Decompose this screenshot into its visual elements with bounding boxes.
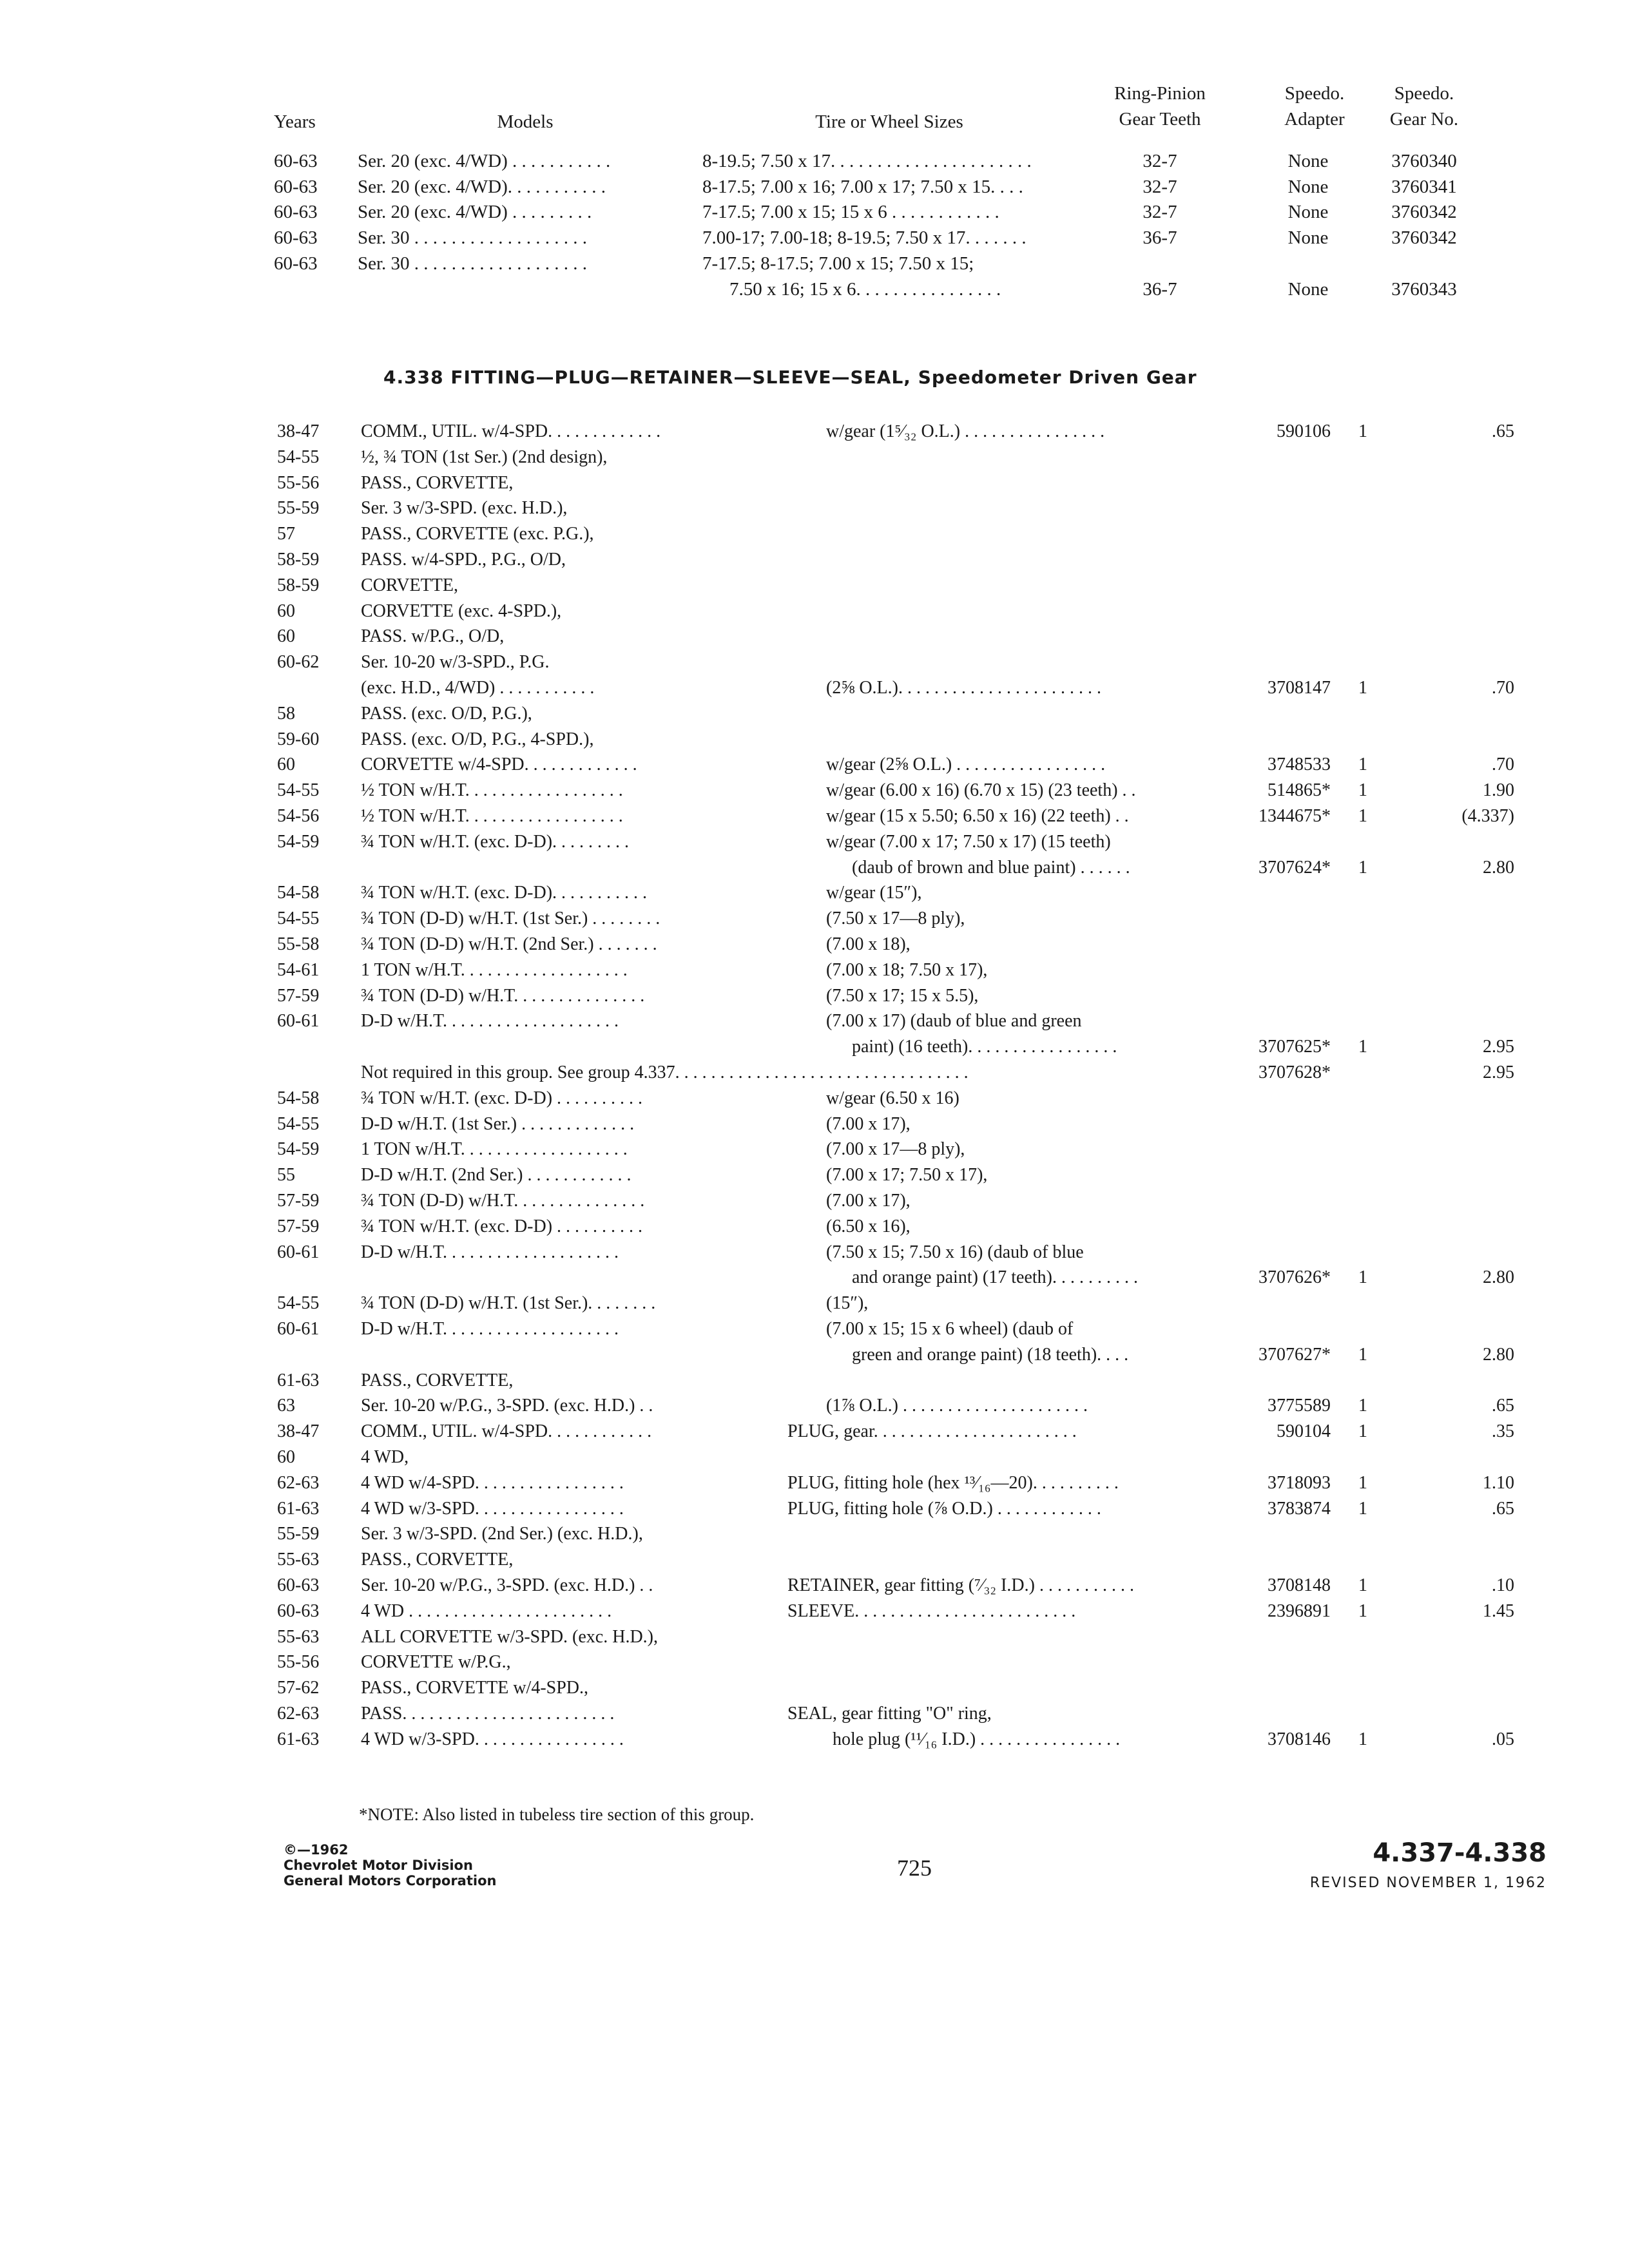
header-adapter-line1: Speedo. <box>1284 83 1345 104</box>
speedo-tire-sizes-cont: 7.50 x 16; 15 x 6. . . . . . . . . . . . . . . . <box>729 279 1001 300</box>
part-year: 63 <box>277 1396 295 1416</box>
part-model: 1 TON w/H.T. . . . . . . . . . . . . . . . . . . <box>361 1139 628 1159</box>
part-model: Ser. 3 w/3-SPD. (exc. H.D.), <box>361 498 568 518</box>
part-model: ¾ TON (D-D) w/H.T. . . . . . . . . . . . . . . <box>361 986 645 1006</box>
part-model: CORVETTE, <box>361 575 458 595</box>
part-description: SEAL, gear fitting "O" ring, <box>787 1704 992 1724</box>
part-model: D-D w/H.T. . . . . . . . . . . . . . . . . . . . <box>361 1011 619 1031</box>
part-model: PASS., CORVETTE (exc. P.G.), <box>361 524 594 544</box>
part-year: 61-63 <box>277 1499 320 1519</box>
part-description: (2⅝ O.L.). . . . . . . . . . . . . . . . . . . . . . . <box>826 678 1101 698</box>
part-year: 60 <box>277 626 295 646</box>
part-description: (7.00 x 17—8 ply), <box>826 1139 965 1159</box>
part-year: 58-59 <box>277 575 320 595</box>
part-description: (7.50 x 15; 7.50 x 16) (daub of blue <box>826 1242 1084 1262</box>
part-model: Ser. 10-20 w/P.G., 3-SPD. (exc. H.D.) . . <box>361 1575 653 1595</box>
speedo-model: Ser. 20 (exc. 4/WD) . . . . . . . . . <box>358 202 592 222</box>
part-quantity: 1 <box>1358 1345 1367 1365</box>
part-year: 54-58 <box>277 1088 320 1108</box>
part-quantity: 1 <box>1358 1037 1367 1057</box>
part-description: w/gear (15 x 5.50; 6.50 x 16) (22 teeth) . . <box>826 806 1129 826</box>
part-model: CORVETTE w/P.G., <box>361 1652 511 1672</box>
part-year: 54-58 <box>277 883 320 903</box>
part-price: (4.337) <box>1461 806 1514 826</box>
part-description: and orange paint) (17 teeth). . . . . . . . . . <box>852 1267 1138 1287</box>
speedo-gear-teeth: 36-7 <box>1142 227 1177 248</box>
part-number: 3707624* <box>1258 858 1331 878</box>
part-quantity: 1 <box>1358 421 1367 441</box>
part-model: ALL CORVETTE w/3-SPD. (exc. H.D.), <box>361 1627 658 1647</box>
part-year: 62-63 <box>277 1704 320 1724</box>
part-price: .65 <box>1492 1499 1514 1519</box>
footer-corporation: General Motors Corporation <box>284 1873 497 1888</box>
section-title: 4.338 FITTING—PLUG—RETAINER—SLEEVE—SEAL, Speedometer Driven Gear <box>383 367 1197 388</box>
part-number: 590104 <box>1277 1421 1331 1441</box>
part-quantity: 1 <box>1358 858 1367 878</box>
speedo-gear-number: 3760341 <box>1391 177 1457 197</box>
part-year: 60-63 <box>277 1601 320 1621</box>
speedo-model: Ser. 20 (exc. 4/WD) . . . . . . . . . . . <box>358 151 611 171</box>
part-number: 3775589 <box>1268 1396 1331 1416</box>
part-quantity: 1 <box>1358 1499 1367 1519</box>
speedo-gear-number: 3760340 <box>1391 151 1457 171</box>
part-number: 3748533 <box>1268 754 1331 774</box>
part-year: 54-55 <box>277 780 320 800</box>
part-year: 58 <box>277 704 295 724</box>
part-year: 55-58 <box>277 934 320 954</box>
part-year: 60-61 <box>277 1319 320 1339</box>
part-quantity: 1 <box>1358 1267 1367 1287</box>
speedo-adapter: None <box>1287 227 1329 248</box>
revised-date: REVISED NOVEMBER 1, 1962 <box>1309 1875 1547 1891</box>
speedo-year: 60-63 <box>274 227 318 248</box>
part-model: ½, ¾ TON (1st Ser.) (2nd design), <box>361 447 608 467</box>
speedo-model: Ser. 30 . . . . . . . . . . . . . . . . . . . <box>358 253 588 274</box>
part-model: ¾ TON (D-D) w/H.T. (1st Ser.) . . . . . . . . <box>361 908 660 928</box>
part-model: Not required in this group. See group 4.337. . . . . . . . . . . . . . . . . . . . . . . . . . . . . . . . . <box>361 1062 969 1082</box>
part-quantity: 1 <box>1358 1729 1367 1749</box>
part-price: 2.95 <box>1483 1062 1514 1082</box>
header-gear-no-line2: Gear No. <box>1389 109 1459 130</box>
footer-copyright: ©—1962 <box>284 1842 349 1858</box>
part-quantity: 1 <box>1358 1601 1367 1621</box>
part-description: (7.50 x 17—8 ply), <box>826 908 965 928</box>
speedo-tire-sizes: 7.00-17; 7.00-18; 8-19.5; 7.50 x 17. . . . . . . <box>702 227 1027 248</box>
part-number: 3707628* <box>1258 1062 1331 1082</box>
part-description: PLUG, fitting hole (hex ¹³⁄₁₆—20). . . . . . . . . . <box>787 1473 1119 1493</box>
part-year: 55-59 <box>277 1524 320 1544</box>
part-number: 3708148 <box>1268 1575 1331 1595</box>
part-model: ¾ TON (D-D) w/H.T. . . . . . . . . . . . . . . <box>361 1191 645 1211</box>
part-number: 590106 <box>1277 421 1331 441</box>
part-number: 2396891 <box>1268 1601 1331 1621</box>
part-quantity: 1 <box>1358 1575 1367 1595</box>
speedo-gear-number: 3760343 <box>1391 279 1457 300</box>
part-price: .65 <box>1492 421 1514 441</box>
header-tire-sizes: Tire or Wheel Sizes <box>815 111 963 132</box>
part-model: PASS. (exc. O/D, P.G., 4-SPD.), <box>361 729 594 749</box>
part-year: 54-55 <box>277 1293 320 1313</box>
part-year: 55 <box>277 1165 295 1185</box>
part-number: 1344675* <box>1258 806 1331 826</box>
part-description: w/gear (6.00 x 16) (6.70 x 15) (23 teeth) . . <box>826 780 1136 800</box>
part-year: 60-61 <box>277 1242 320 1262</box>
speedo-tire-sizes: 7-17.5; 7.00 x 15; 15 x 6 . . . . . . . . . . . . <box>702 202 999 222</box>
part-price: 1.45 <box>1483 1601 1514 1621</box>
part-quantity: 1 <box>1358 806 1367 826</box>
part-description: SLEEVE. . . . . . . . . . . . . . . . . . . . . . . . . <box>787 1601 1076 1621</box>
part-price: 2.80 <box>1483 1345 1514 1365</box>
part-model: 4 WD . . . . . . . . . . . . . . . . . . . . . . . <box>361 1601 612 1621</box>
footer-division: Chevrolet Motor Division <box>284 1858 473 1873</box>
part-model: D-D w/H.T. . . . . . . . . . . . . . . . . . . . <box>361 1242 619 1262</box>
header-gear-teeth-line2: Gear Teeth <box>1119 109 1201 130</box>
part-description: (7.50 x 17; 15 x 5.5), <box>826 986 979 1006</box>
part-model: CORVETTE w/4-SPD. . . . . . . . . . . . . <box>361 754 637 774</box>
part-year: 54-56 <box>277 806 320 826</box>
part-quantity: 1 <box>1358 754 1367 774</box>
part-description: w/gear (1⁵⁄₃₂ O.L.) . . . . . . . . . . . . . . . . <box>826 421 1105 441</box>
part-description: (7.00 x 17), <box>826 1191 911 1211</box>
part-model: PASS. w/P.G., O/D, <box>361 626 505 646</box>
part-model: D-D w/H.T. (1st Ser.) . . . . . . . . . . . . . <box>361 1114 635 1134</box>
part-model: 4 WD w/3-SPD. . . . . . . . . . . . . . . . . <box>361 1499 624 1519</box>
part-model: ¾ TON (D-D) w/H.T. (2nd Ser.) . . . . . . . <box>361 934 657 954</box>
speedo-gear-teeth: 32-7 <box>1142 202 1177 222</box>
part-price: 2.80 <box>1483 858 1514 878</box>
part-year: 57 <box>277 524 295 544</box>
part-year: 59-60 <box>277 729 320 749</box>
part-description: (daub of brown and blue paint) . . . . . . <box>852 858 1130 878</box>
part-year: 54-55 <box>277 1114 320 1134</box>
part-model: 4 WD w/4-SPD. . . . . . . . . . . . . . . . . <box>361 1473 624 1493</box>
part-price: 1.10 <box>1483 1473 1514 1493</box>
part-price: .65 <box>1492 1396 1514 1416</box>
part-description: green and orange paint) (18 teeth). . . . <box>852 1345 1129 1365</box>
part-description: (7.00 x 15; 15 x 6 wheel) (daub of <box>826 1319 1074 1339</box>
part-number: 3708147 <box>1268 678 1331 698</box>
part-model: PASS. (exc. O/D, P.G.), <box>361 704 532 724</box>
part-model: COMM., UTIL. w/4-SPD. . . . . . . . . . . . . <box>361 421 661 441</box>
part-year: 60-62 <box>277 652 320 672</box>
part-description: (7.00 x 18; 7.50 x 17), <box>826 960 988 980</box>
part-number: 3783874 <box>1268 1499 1331 1519</box>
part-year: 57-59 <box>277 1191 320 1211</box>
part-model: (exc. H.D., 4/WD) . . . . . . . . . . . <box>361 678 595 698</box>
part-number: 3707625* <box>1258 1037 1331 1057</box>
part-year: 57-59 <box>277 1216 320 1236</box>
part-price: .70 <box>1492 754 1514 774</box>
part-description: PLUG, fitting hole (⅞ O.D.) . . . . . . . . . . . . <box>787 1499 1101 1519</box>
part-quantity: 1 <box>1358 1396 1367 1416</box>
part-model: CORVETTE (exc. 4-SPD.), <box>361 601 562 621</box>
speedo-year: 60-63 <box>274 253 318 274</box>
part-year: 54-55 <box>277 908 320 928</box>
speedo-adapter: None <box>1287 202 1329 222</box>
header-gear-no-line1: Speedo. <box>1394 83 1454 104</box>
part-year: 54-59 <box>277 1139 320 1159</box>
part-description: (7.00 x 17), <box>826 1114 911 1134</box>
page-number: 725 <box>897 1855 932 1881</box>
part-year: 38-47 <box>277 1421 320 1441</box>
speedo-gear-teeth: 32-7 <box>1142 177 1177 197</box>
speedo-gear-teeth: 36-7 <box>1142 279 1177 300</box>
part-year: 57-59 <box>277 986 320 1006</box>
part-model: PASS. w/4-SPD., P.G., O/D, <box>361 550 566 570</box>
part-description: w/gear (15″), <box>826 883 922 903</box>
part-description: paint) (16 teeth). . . . . . . . . . . . . . . . . <box>852 1037 1117 1057</box>
header-adapter-line2: Adapter <box>1284 109 1345 130</box>
part-number: 3707627* <box>1258 1345 1331 1365</box>
part-model: 4 WD, <box>361 1447 409 1467</box>
part-number: 3718093 <box>1268 1473 1331 1493</box>
header-years: Years <box>274 111 316 132</box>
part-description: (15″), <box>826 1293 869 1313</box>
part-year: 61-63 <box>277 1729 320 1749</box>
part-price: .70 <box>1492 678 1514 698</box>
part-year: 60 <box>277 754 295 774</box>
speedo-tire-sizes: 8-19.5; 7.50 x 17. . . . . . . . . . . . . . . . . . . . . . <box>702 151 1032 171</box>
part-year: 55-63 <box>277 1627 320 1647</box>
speedo-adapter: None <box>1287 279 1329 300</box>
header-gear-teeth-line1: Ring-Pinion <box>1114 83 1206 104</box>
part-price: 2.80 <box>1483 1267 1514 1287</box>
speedo-model: Ser. 30 . . . . . . . . . . . . . . . . . . . <box>358 227 588 248</box>
part-model: ¾ TON w/H.T. (exc. D-D). . . . . . . . . <box>361 832 630 852</box>
part-model: ¾ TON w/H.T. (exc. D-D) . . . . . . . . . . <box>361 1216 643 1236</box>
part-price: .05 <box>1492 1729 1514 1749</box>
speedo-tire-sizes: 7-17.5; 8-17.5; 7.00 x 15; 7.50 x 15; <box>702 253 974 274</box>
part-description: (7.00 x 18), <box>826 934 911 954</box>
part-model: ¾ TON (D-D) w/H.T. (1st Ser.). . . . . . . . <box>361 1293 656 1313</box>
part-quantity: 1 <box>1358 1421 1367 1441</box>
part-description: PLUG, gear. . . . . . . . . . . . . . . . . . . . . . . <box>787 1421 1077 1441</box>
part-description: (7.00 x 17; 7.50 x 17), <box>826 1165 988 1185</box>
speedo-year: 60-63 <box>274 202 318 222</box>
speedo-adapter: None <box>1287 177 1329 197</box>
part-year: 55-56 <box>277 473 320 493</box>
part-year: 54-55 <box>277 447 320 467</box>
part-description: w/gear (7.00 x 17; 7.50 x 17) (15 teeth) <box>826 832 1111 852</box>
part-model: D-D w/H.T. . . . . . . . . . . . . . . . . . . . <box>361 1319 619 1339</box>
part-model: COMM., UTIL. w/4-SPD. . . . . . . . . . . . <box>361 1421 652 1441</box>
part-description: RETAINER, gear fitting (⁷⁄₃₂ I.D.) . . . . . . . . . . . <box>787 1575 1134 1595</box>
speedo-adapter: None <box>1287 151 1329 171</box>
part-price: .10 <box>1492 1575 1514 1595</box>
part-year: 54-61 <box>277 960 320 980</box>
part-description: (7.00 x 17) (daub of blue and green <box>826 1011 1082 1031</box>
header-models: Models <box>497 111 554 132</box>
part-description: w/gear (6.50 x 16) <box>826 1088 959 1108</box>
part-year: 62-63 <box>277 1473 320 1493</box>
part-price: .35 <box>1492 1421 1514 1441</box>
part-model: PASS., CORVETTE w/4-SPD., <box>361 1678 589 1698</box>
part-number: 3707626* <box>1258 1267 1331 1287</box>
speedo-gear-number: 3760342 <box>1391 227 1457 248</box>
part-year: 55-59 <box>277 498 320 518</box>
part-model: ¾ TON w/H.T. (exc. D-D). . . . . . . . . . . <box>361 883 648 903</box>
part-model: ½ TON w/H.T. . . . . . . . . . . . . . . . . . <box>361 806 623 826</box>
speedo-gear-teeth: 32-7 <box>1142 151 1177 171</box>
part-year: 54-59 <box>277 832 320 852</box>
part-quantity: 1 <box>1358 1473 1367 1493</box>
speedo-model: Ser. 20 (exc. 4/WD). . . . . . . . . . . <box>358 177 606 197</box>
speedo-year: 60-63 <box>274 151 318 171</box>
part-model: 4 WD w/3-SPD. . . . . . . . . . . . . . . . . <box>361 1729 624 1749</box>
part-model: ½ TON w/H.T. . . . . . . . . . . . . . . . . . <box>361 780 623 800</box>
part-number: 3708146 <box>1268 1729 1331 1749</box>
part-year: 61-63 <box>277 1370 320 1390</box>
part-year: 55-63 <box>277 1550 320 1570</box>
part-model: ¾ TON w/H.T. (exc. D-D) . . . . . . . . . . <box>361 1088 643 1108</box>
footnote: *NOTE: Also listed in tubeless tire section of this group. <box>359 1805 755 1824</box>
part-year: 60-61 <box>277 1011 320 1031</box>
part-description: hole plug (¹¹⁄₁₆ I.D.) . . . . . . . . . . . . . . . . <box>833 1729 1121 1749</box>
part-model: Ser. 10-20 w/P.G., 3-SPD. (exc. H.D.) . . <box>361 1396 653 1416</box>
part-year: 60-63 <box>277 1575 320 1595</box>
part-year: 60 <box>277 1447 295 1467</box>
speedo-gear-number: 3760342 <box>1391 202 1457 222</box>
part-model: PASS. . . . . . . . . . . . . . . . . . . . . . . . <box>361 1704 615 1724</box>
part-quantity: 1 <box>1358 678 1367 698</box>
part-year: 58-59 <box>277 550 320 570</box>
part-model: PASS., CORVETTE, <box>361 1370 514 1390</box>
part-number: 514865* <box>1268 780 1331 800</box>
speedo-year: 60-63 <box>274 177 318 197</box>
part-model: Ser. 10-20 w/3-SPD., P.G. <box>361 652 550 672</box>
part-description: w/gear (2⅝ O.L.) . . . . . . . . . . . . . . . . . <box>826 754 1106 774</box>
part-year: 57-62 <box>277 1678 320 1698</box>
part-model: 1 TON w/H.T. . . . . . . . . . . . . . . . . . . <box>361 960 628 980</box>
part-description: (1⅞ O.L.) . . . . . . . . . . . . . . . . . . . . . <box>826 1396 1088 1416</box>
part-model: PASS., CORVETTE, <box>361 1550 514 1570</box>
part-year: 60 <box>277 601 295 621</box>
part-model: D-D w/H.T. (2nd Ser.) . . . . . . . . . . . . <box>361 1165 631 1185</box>
speedo-tire-sizes: 8-17.5; 7.00 x 16; 7.00 x 17; 7.50 x 15. . . . <box>702 177 1023 197</box>
part-price: 2.95 <box>1483 1037 1514 1057</box>
part-description: (6.50 x 16), <box>826 1216 911 1236</box>
part-year: 38-47 <box>277 421 320 441</box>
part-model: PASS., CORVETTE, <box>361 473 514 493</box>
section-code: 4.337-4.338 <box>1373 1838 1547 1868</box>
part-price: 1.90 <box>1483 780 1514 800</box>
part-quantity: 1 <box>1358 780 1367 800</box>
part-model: Ser. 3 w/3-SPD. (2nd Ser.) (exc. H.D.), <box>361 1524 643 1544</box>
part-year: 55-56 <box>277 1652 320 1672</box>
